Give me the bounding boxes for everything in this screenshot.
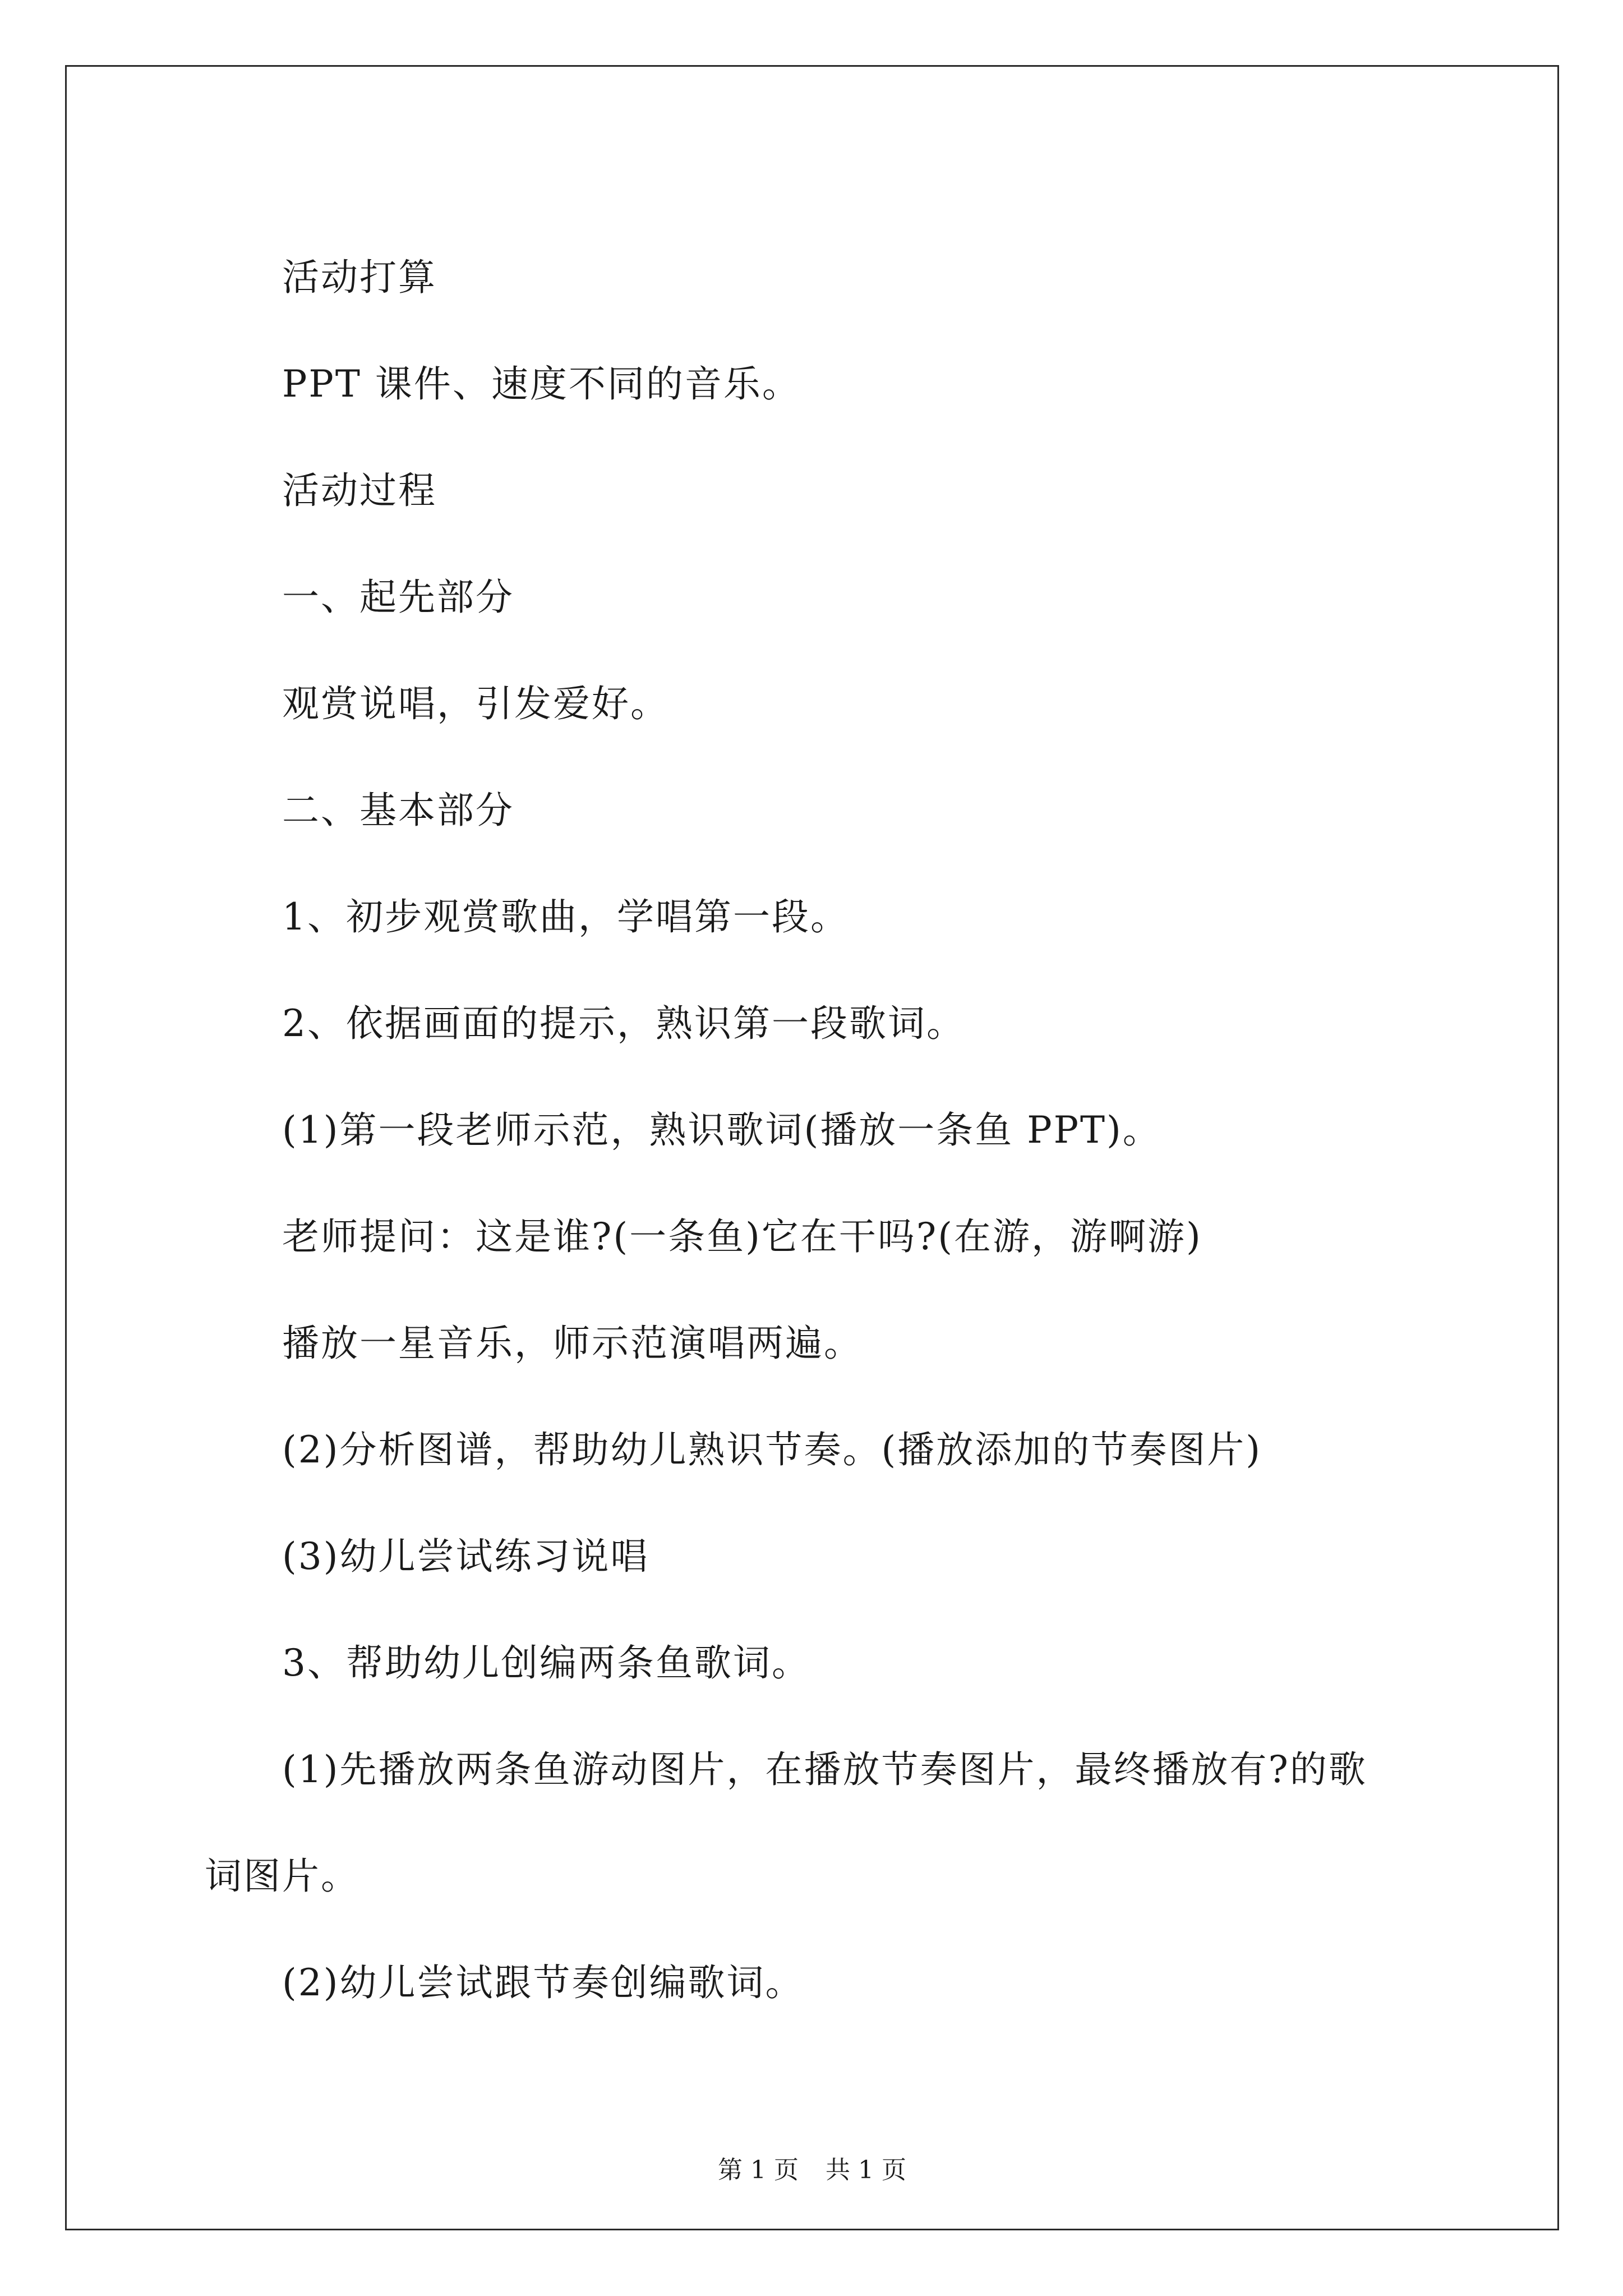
page-number: 第 1 页 (718, 2156, 799, 2184)
text-line: 播放一星音乐，师示范演唱两遍。 (282, 1322, 863, 1365)
text-line: 活动打算 (282, 256, 437, 299)
text-line-continuation: 词图片。 (205, 1855, 359, 1898)
text-line: (1)先播放两条鱼游动图片，在播放节奏图片，最终播放有?的歌 (282, 1748, 1367, 1791)
page-footer (67, 2154, 1557, 2187)
text-line: 观赏说唱，引发爱好。 (282, 682, 669, 725)
page-content (67, 67, 1557, 2229)
page-frame (65, 65, 1559, 2230)
text-line: 活动过程 (282, 469, 437, 512)
text-line: 一、起先部分 (282, 576, 514, 619)
text-line: 二、基本部分 (282, 789, 514, 832)
text-line: 3、帮助幼儿创编两条鱼歌词。 (282, 1641, 810, 1685)
text-line: (3)幼儿尝试练习说唱 (282, 1535, 649, 1578)
text-line: 2、依据画面的提示，熟识第一段歌词。 (282, 1002, 965, 1045)
page-total: 共 1 页 (826, 2156, 906, 2184)
text-line: PPT 课件、速度不同的音乐。 (282, 362, 801, 406)
text-line: (1)第一段老师示范，熟识歌词(播放一条鱼 PPT)。 (282, 1108, 1161, 1152)
text-line: 1、初步观赏歌曲，学唱第一段。 (282, 895, 849, 938)
text-line: (2)分析图谱，帮助幼儿熟识节奏。(播放添加的节奏图片) (282, 1428, 1262, 1471)
text-line: 老师提问：这是谁?(一条鱼)它在干吗?(在游，游啊游) (282, 1215, 1202, 1258)
text-line: (2)幼儿尝试跟节奏创编歌词。 (282, 1961, 804, 2004)
